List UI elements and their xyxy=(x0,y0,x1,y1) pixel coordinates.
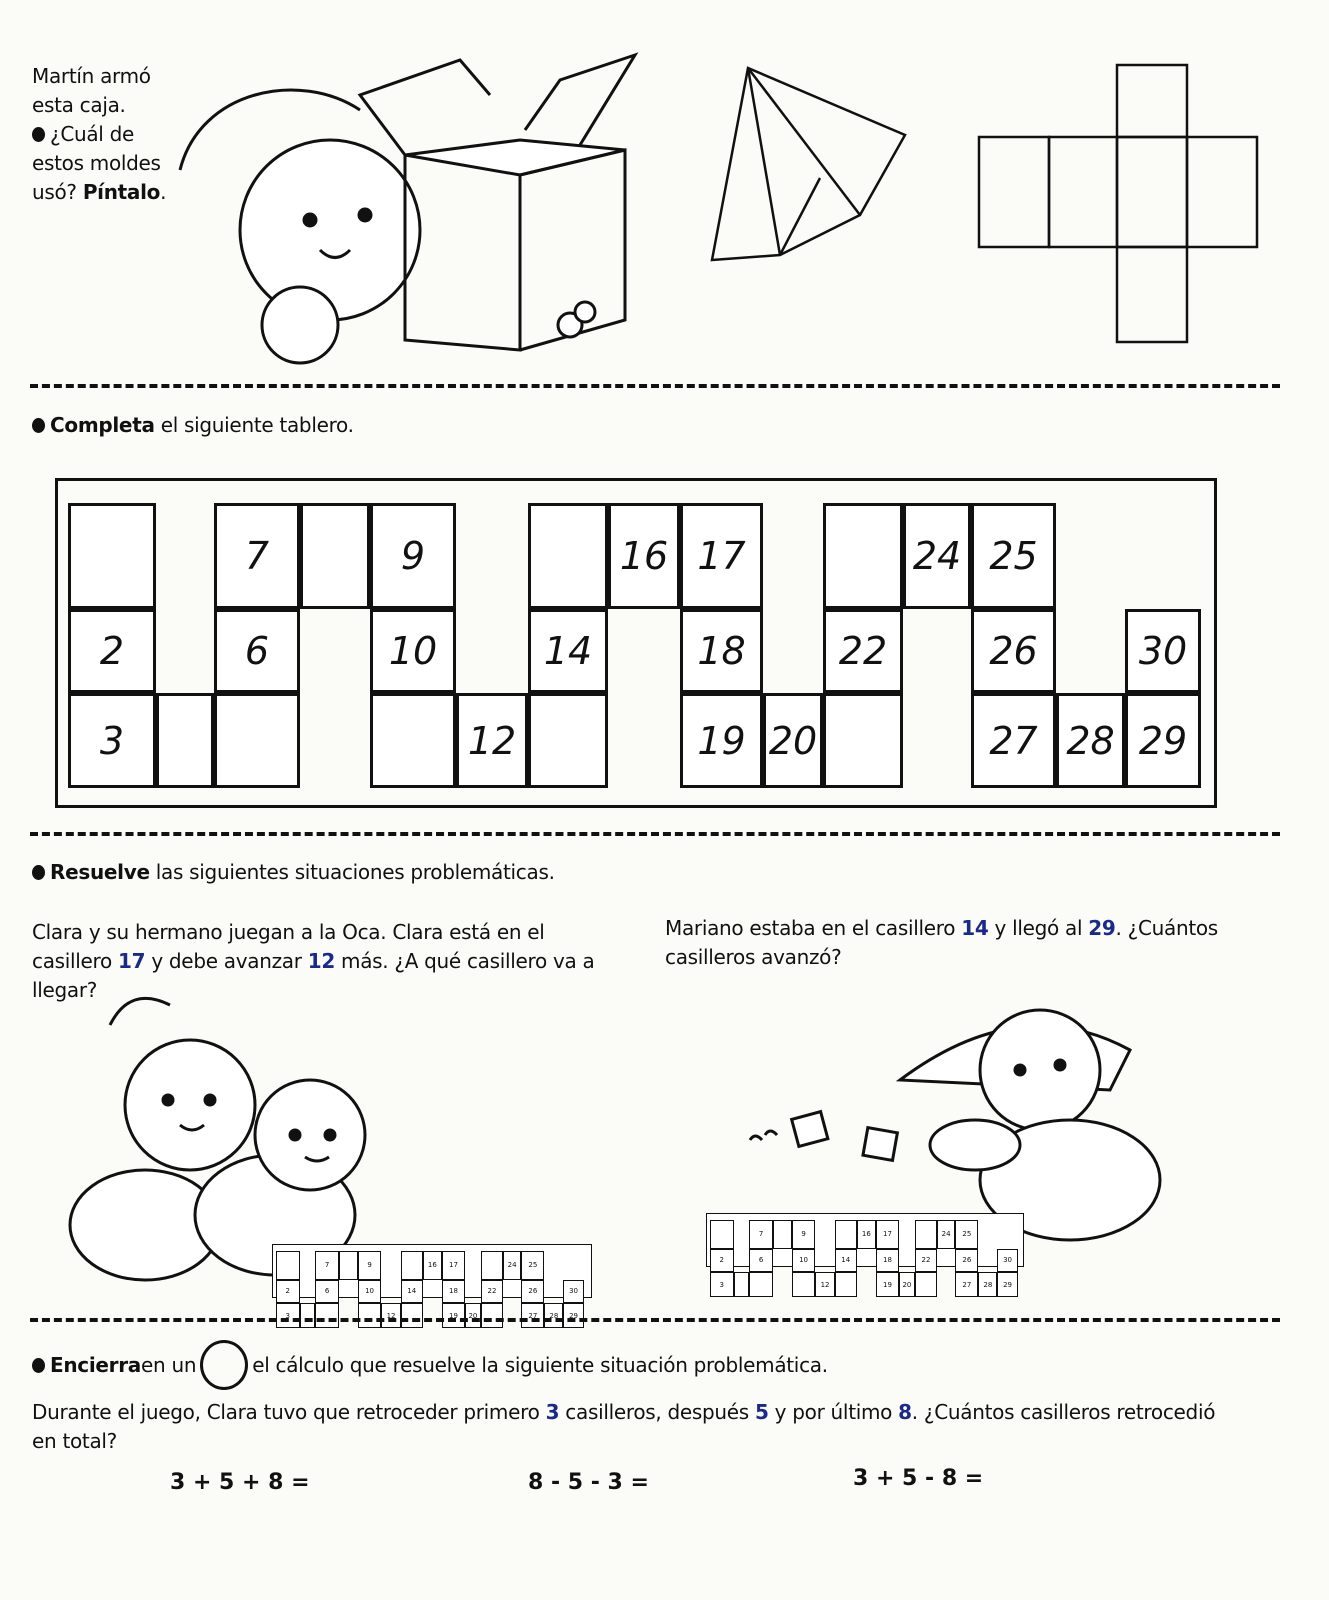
problem-line: llegar? xyxy=(32,978,98,1002)
board-cell: 24 xyxy=(937,1220,955,1249)
instruction-bold: Completa xyxy=(50,413,155,437)
board-cell: 28 xyxy=(1056,693,1125,788)
board-cell[interactable] xyxy=(792,1272,815,1298)
mini-board-left xyxy=(272,1244,592,1320)
number-highlight: 5 xyxy=(754,1400,769,1424)
board-cell[interactable] xyxy=(710,1220,734,1249)
board-cell: 26 xyxy=(971,609,1056,693)
board-cell[interactable] xyxy=(370,693,456,788)
board-cell: 3 xyxy=(68,693,156,788)
board-cell: 3 xyxy=(276,1303,300,1329)
board-cell[interactable] xyxy=(300,1303,316,1329)
problem-retroceder xyxy=(32,1398,1292,1456)
boy-with-box-illustration xyxy=(160,50,660,380)
question-line: ¿Cuál de xyxy=(50,122,135,146)
board-cell: 14 xyxy=(528,609,608,693)
board-cell: 20 xyxy=(465,1303,481,1329)
bullet-icon xyxy=(32,418,45,433)
board-cell: 25 xyxy=(521,1251,544,1280)
board-cell[interactable] xyxy=(481,1303,503,1329)
problem-text: Durante el juego, Clara tuvo que retroceder primero xyxy=(32,1400,546,1424)
board-cell: 28 xyxy=(978,1272,997,1298)
pyramid-net-mold[interactable] xyxy=(700,60,910,270)
punct: . xyxy=(160,180,167,204)
board-cell: 19 xyxy=(876,1272,899,1298)
board-cell[interactable] xyxy=(773,1220,792,1249)
board-cell: 7 xyxy=(214,503,300,609)
board-cell[interactable] xyxy=(401,1251,423,1280)
bullet-icon xyxy=(32,1358,45,1373)
board-cell[interactable] xyxy=(835,1220,857,1249)
circle-icon xyxy=(200,1340,248,1390)
board-cell[interactable] xyxy=(358,1303,381,1329)
instruction-text: las siguientes situaciones problemáticas. xyxy=(149,860,555,884)
board-cell: 10 xyxy=(792,1249,815,1272)
board-cell[interactable] xyxy=(915,1220,937,1249)
instruction-text: el cálculo que resuelve la siguiente situación problemática. xyxy=(252,1352,828,1377)
board-cell: 7 xyxy=(315,1251,338,1280)
board-cell: 20 xyxy=(899,1272,915,1298)
board-cell: 20 xyxy=(763,693,823,788)
calculation-option[interactable]: 3 + 5 + 8 = xyxy=(170,1470,310,1495)
instruction-bold: Resuelve xyxy=(50,860,150,884)
board-cell: 17 xyxy=(680,503,763,609)
board-cell[interactable] xyxy=(734,1272,750,1298)
board-cell: 27 xyxy=(971,693,1056,788)
board-cell: 25 xyxy=(955,1220,978,1249)
board-cell: 22 xyxy=(823,609,903,693)
board-cell[interactable] xyxy=(68,503,156,609)
board-cell[interactable] xyxy=(749,1272,772,1298)
board-instruction xyxy=(32,411,354,440)
board-cell: 12 xyxy=(815,1272,835,1298)
board-cell[interactable] xyxy=(823,693,903,788)
board-cell: 18 xyxy=(876,1249,899,1272)
instruction-text: el siguiente tablero. xyxy=(154,413,354,437)
question-line: usó? xyxy=(32,180,77,204)
number-highlight: 12 xyxy=(307,949,335,973)
board-cell: 6 xyxy=(214,609,300,693)
board-cell: 9 xyxy=(370,503,456,609)
box-question xyxy=(32,62,166,207)
board-cell: 2 xyxy=(276,1280,300,1303)
bullet-icon xyxy=(32,127,45,142)
problems-instruction xyxy=(32,858,555,887)
board-cell: 7 xyxy=(749,1220,772,1249)
board-cell: 26 xyxy=(955,1249,978,1272)
number-highlight: 3 xyxy=(545,1400,560,1424)
circle-instruction xyxy=(32,1340,828,1390)
board-cell[interactable] xyxy=(823,503,903,609)
board-cell: 19 xyxy=(442,1303,465,1329)
problem-text: casilleros, después xyxy=(559,1400,755,1424)
board-cell[interactable] xyxy=(481,1251,503,1280)
board-cell: 27 xyxy=(955,1272,978,1298)
instruction-bold: Encierra xyxy=(50,1352,141,1377)
board-cell[interactable] xyxy=(528,503,608,609)
problem-text: casillero xyxy=(32,949,119,973)
board-cell[interactable] xyxy=(339,1251,358,1280)
board-cell[interactable] xyxy=(915,1272,937,1298)
board-cell: 14 xyxy=(835,1249,857,1272)
problem-text: . ¿Cuántos xyxy=(1115,916,1218,940)
number-highlight: 29 xyxy=(1088,916,1116,940)
board-cell[interactable] xyxy=(528,693,608,788)
board-cell: 30 xyxy=(1125,609,1201,693)
board-cell[interactable] xyxy=(835,1272,857,1298)
number-highlight: 8 xyxy=(898,1400,912,1424)
board-cell: 14 xyxy=(401,1280,423,1303)
board-cell: 30 xyxy=(997,1249,1018,1272)
board-cell: 6 xyxy=(749,1249,772,1272)
problem-text: y llegó al xyxy=(988,916,1089,940)
board-cell: 29 xyxy=(1125,693,1201,788)
board-cell: 22 xyxy=(481,1280,503,1303)
instruction-text: en un xyxy=(141,1352,197,1377)
calculation-option[interactable]: 8 - 5 - 3 = xyxy=(528,1470,649,1495)
board-cell: 9 xyxy=(358,1251,381,1280)
board-cell: 18 xyxy=(442,1280,465,1303)
problem-text: más. ¿A qué casillero va a xyxy=(334,949,595,973)
board-cell[interactable] xyxy=(214,693,300,788)
board-cell: 24 xyxy=(503,1251,521,1280)
board-cell: 6 xyxy=(315,1280,338,1303)
section-divider xyxy=(30,384,1280,388)
question-line: esta caja. xyxy=(32,93,126,117)
problem-line: en total? xyxy=(32,1429,117,1453)
board-cell: 2 xyxy=(68,609,156,693)
board-cell[interactable] xyxy=(401,1303,423,1329)
boy-throwing-dice-illustration xyxy=(740,970,1220,1250)
board-cell: 17 xyxy=(876,1220,899,1249)
problem-text: y debe avanzar xyxy=(145,949,308,973)
board-cell: 9 xyxy=(792,1220,815,1249)
board-cell: 3 xyxy=(710,1272,734,1298)
board-cell: 16 xyxy=(608,503,680,609)
section-divider xyxy=(30,1318,1280,1322)
board-cell: 12 xyxy=(381,1303,401,1329)
problem-text: y por último xyxy=(768,1400,899,1424)
board-cell: 22 xyxy=(915,1249,937,1272)
board-cell: 24 xyxy=(903,503,971,609)
number-highlight: 17 xyxy=(118,949,146,973)
board-cell[interactable] xyxy=(315,1303,338,1329)
board-cell: 28 xyxy=(544,1303,563,1329)
board-cell: 10 xyxy=(358,1280,381,1303)
board-cell: 29 xyxy=(997,1272,1018,1298)
question-line: Martín armó xyxy=(32,64,151,88)
board-cell[interactable] xyxy=(276,1251,300,1280)
board-cell: 2 xyxy=(710,1249,734,1272)
problem-text: Mariano estaba en el casillero xyxy=(665,916,962,940)
board-cell: 27 xyxy=(521,1303,544,1329)
bullet-icon xyxy=(32,865,45,880)
board-cell: 25 xyxy=(971,503,1056,609)
cube-net-mold[interactable] xyxy=(975,60,1265,350)
board-cell: 29 xyxy=(563,1303,584,1329)
board-cell[interactable] xyxy=(156,693,214,788)
board-cell[interactable] xyxy=(300,503,370,609)
board-cell: 19 xyxy=(680,693,763,788)
board-cell: 16 xyxy=(423,1251,443,1280)
mini-board-right xyxy=(706,1213,1024,1289)
instruction-bold: Píntalo xyxy=(82,180,161,204)
calculation-option[interactable]: 3 + 5 - 8 = xyxy=(853,1466,984,1491)
game-board xyxy=(55,478,1217,808)
question-line: estos moldes xyxy=(32,151,161,175)
section-divider xyxy=(30,832,1280,836)
board-cell: 18 xyxy=(680,609,763,693)
board-cell: 10 xyxy=(370,609,456,693)
board-cell: 30 xyxy=(563,1280,584,1303)
number-highlight: 14 xyxy=(961,916,989,940)
problem-mariano xyxy=(665,914,1285,972)
problem-line: casilleros avanzó? xyxy=(665,945,842,969)
board-cell: 12 xyxy=(456,693,528,788)
board-cell: 26 xyxy=(521,1280,544,1303)
problem-text: . ¿Cuántos casilleros retrocedió xyxy=(911,1400,1216,1424)
board-cell: 16 xyxy=(857,1220,877,1249)
board-cell: 17 xyxy=(442,1251,465,1280)
problem-line: Clara y su hermano juegan a la Oca. Clara está en el xyxy=(32,920,545,944)
